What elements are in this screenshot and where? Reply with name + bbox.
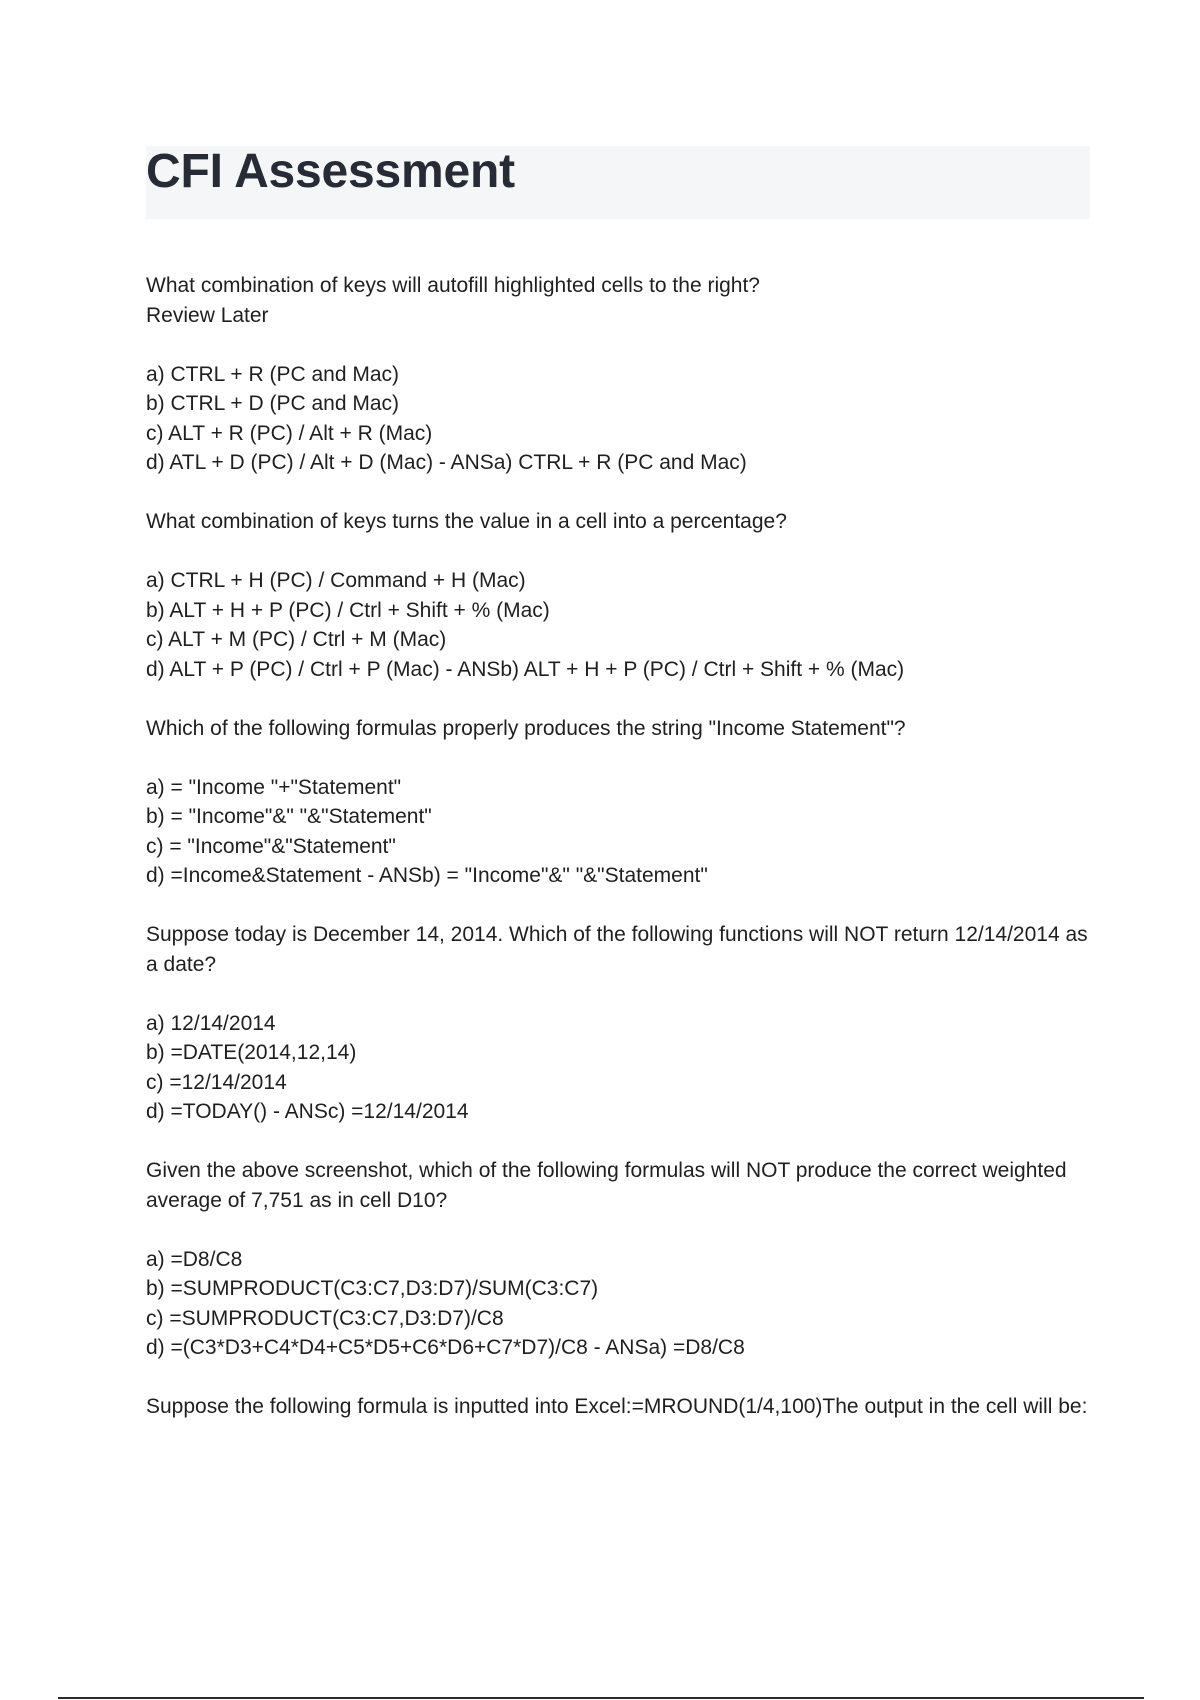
page-title: CFI Assessment: [146, 145, 515, 198]
answer-options: [146, 773, 1096, 891]
question-text: Suppose the following formula is inputted into Excel:=MROUND(1/4,100)The output in the cell will be:: [146, 1395, 1088, 1418]
answer-option: d) ATL + D (PC) / Alt + D (Mac) - ANSa) CTRL + R (PC and Mac): [146, 451, 747, 474]
answer-options: [146, 1245, 1096, 1363]
answer-option: a) CTRL + H (PC) / Command + H (Mac): [146, 569, 526, 592]
question-text: Given the above screenshot, which of the following formulas will NOT produce the correct weighted average of 7,751 as in cell D10?: [146, 1159, 1067, 1212]
answer-option: b) CTRL + D (PC and Mac): [146, 392, 400, 415]
answer-option: b) =SUMPRODUCT(C3:C7,D3:D7)/SUM(C3:C7): [146, 1277, 599, 1300]
answer-option: a) 12/14/2014: [146, 1011, 276, 1035]
answer-option: d) =(C3*D3+C4*D4+C5*D5+C6*D6+C7*D7)/C8 - ANSa) =D8/C8: [146, 1336, 745, 1359]
answer-options: [146, 1009, 1096, 1127]
answer-option: d) ALT + P (PC) / Ctrl + P (Mac) - ANSb) ALT + H + P (PC) / Ctrl + Shift + % (Mac): [146, 657, 905, 681]
question-1: [146, 271, 1096, 478]
question-list: [146, 271, 1096, 1451]
answer-option: b) ALT + H + P (PC) / Ctrl + Shift + % (Mac): [146, 598, 550, 622]
answer-option: a) = "Income "+"Statement": [146, 775, 402, 799]
question-6: [146, 1392, 1096, 1422]
question-2: [146, 507, 1096, 684]
question-text: Which of the following formulas properly produces the string "Income Statement"?: [146, 716, 906, 740]
answer-option: d) =TODAY() - ANSc) =12/14/2014: [146, 1100, 469, 1123]
question-text: What combination of keys will autofill highlighted cells to the right?: [146, 274, 760, 297]
answer-options: [146, 566, 1096, 684]
page-bottom-rule: [58, 1697, 1144, 1699]
answer-option: c) = "Income"&"Statement": [146, 834, 396, 858]
question-3: [146, 714, 1096, 891]
answer-option: c) ALT + M (PC) / Ctrl + M (Mac): [146, 628, 447, 651]
question-text: What combination of keys turns the value in a cell into a percentage?: [146, 510, 787, 533]
answer-option: c) =SUMPRODUCT(C3:C7,D3:D7)/C8: [146, 1306, 504, 1330]
answer-option: d) =Income&Statement - ANSb) = "Income"&" "&"Statement": [146, 864, 708, 887]
answer-option: a) CTRL + R (PC and Mac): [146, 362, 400, 386]
question-5: [146, 1156, 1096, 1363]
answer-option: a) =D8/C8: [146, 1247, 243, 1271]
answer-options: [146, 360, 1096, 478]
answer-option: c) =12/14/2014: [146, 1070, 287, 1094]
review-later-label: Review Later: [146, 303, 269, 327]
question-4: [146, 920, 1096, 1127]
answer-option: b) =DATE(2014,12,14): [146, 1041, 357, 1064]
question-text: Suppose today is December 14, 2014. Which of the following functions will NOT return 12/14/2014 as a date?: [146, 923, 1088, 976]
answer-option: b) = "Income"&" "&"Statement": [146, 805, 432, 828]
answer-option: c) ALT + R (PC) / Alt + R (Mac): [146, 421, 433, 445]
